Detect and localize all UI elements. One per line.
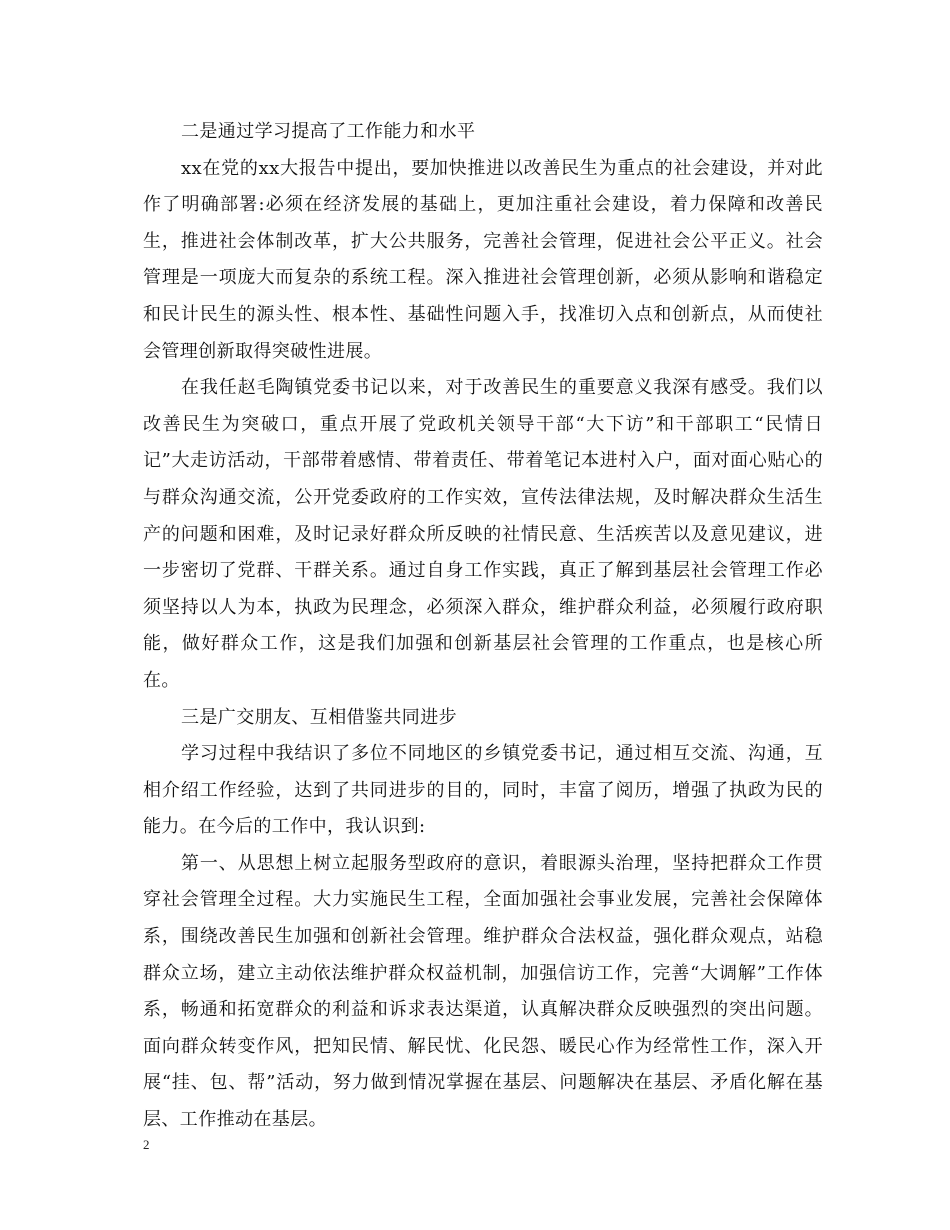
body-paragraph: 在我任赵毛陶镇党委书记以来，对于改善民生的重要意义我深有感受。我们以改善民生为突破口，重点开展了党政机关领导干部“大下访”和干部职工“民情日记”大走访活动，干部带着感情、带着责任、带着笔记本进村入户，面对面心贴心的与群众沟通交流，公开党委政府的工作实效，宣传法律法规，及时解决群众生活生产的问题和困难，及时记录好群众所反映的社情民意、生活疾苦以及意见建议，进一步密切了党群、干群关系。通过自身工作实践，真正了解到基层社会管理工作必须坚持以人为本，执政为民理念，必须深入群众，维护群众利益，必须履行政府职能，做好群众工作，这是我们加强和创新基层社会管理的工作重点，也是核心所在。 xyxy=(143,377,823,691)
body-paragraph: 学习过程中我结识了多位不同地区的乡镇党委书记，通过相互交流、沟通，互相介绍工作经验，达到了共同进步的目的，同时，丰富了阅历，增强了执政为民的能力。在今后的工作中，我认识到: xyxy=(143,743,823,838)
document-body xyxy=(143,114,823,1139)
section-heading-two: 二是通过学习提高了工作能力和水平 xyxy=(181,121,476,142)
page-number: 2 xyxy=(143,1137,150,1152)
body-paragraph: xx在党的xx大报告中提出，要加快推进以改善民生为重点的社会建设，并对此作了明确部署:必须在经济发展的基础上，更加注重社会建设，着力保障和改善民生，推进社会体制改革，扩大公共服务，完善社会管理，促进社会公平正义。社会管理是一项庞大而复杂的系统工程。深入推进社会管理创新，必须从影响和谐稳定和民计民生的源头性、根本性、基础性问题入手，找准切入点和创新点，从而使社会管理创新取得突破性进展。 xyxy=(143,157,823,362)
body-paragraph: 第一、从思想上树立起服务型政府的意识，着眼源头治理，坚持把群众工作贯穿社会管理全过程。大力实施民生工程，全面加强社会事业发展，完善社会保障体系，围绕改善民生加强和创新社会管理。维护群众合法权益，强化群众观点，站稳群众立场，建立主动依法维护群众权益机制，加强信访工作，完善“大调解”工作体系，畅通和拓宽群众的利益和诉求表达渠道，认真解决群众反映强烈的突出问题。面向群众转变作风，把知民情、解民忧、化民怨、暖民心作为经常性工作，深入开展“挂、包、帮”活动，努力做到情况掌握在基层、问题解决在基层、矛盾化解在基层、工作推动在基层。 xyxy=(143,852,823,1131)
section-heading-three: 三是广交朋友、互相借鉴共同进步 xyxy=(181,706,457,728)
